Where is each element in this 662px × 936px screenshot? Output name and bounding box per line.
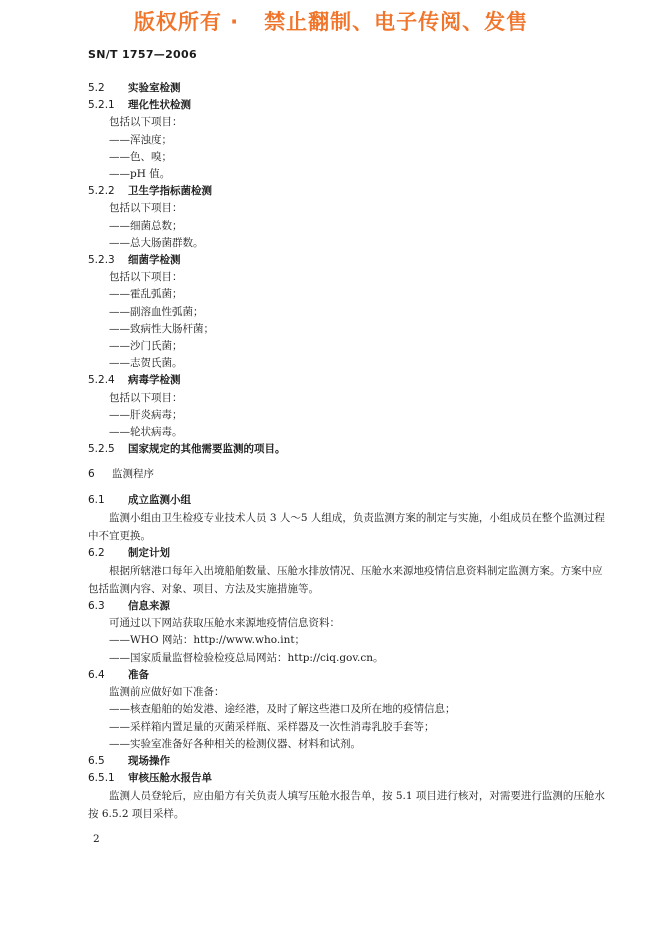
section-5-2-2-heading: 5.2.2 卫生学指标菌检测 xyxy=(88,185,212,198)
document-body xyxy=(88,80,608,823)
list-item: ——采样箱内置足量的灭菌采样瓶、采样器及一次性消毒乳胶手套等； xyxy=(109,720,435,733)
section-intro: 包括以下项目： xyxy=(109,271,183,284)
section-5-2-4-heading: 5.2.4 病毒学检测 xyxy=(88,374,181,387)
list-item: ——细菌总数； xyxy=(109,219,183,232)
section-paragraph: 根据所辖港口每年入出境船舶数量、压舱水排放情况、压舱水来源地疫情信息资料制定监测方案。方案中应包括监测内容、对象、项目、方法及实施措施等。 xyxy=(88,565,603,596)
list-item: ——肝炎病毒； xyxy=(109,408,183,421)
list-item: ——总大肠菌群数。 xyxy=(109,236,204,249)
list-item: ——国家质量监督检验检疫总局网站：http://ciq.gov.cn。 xyxy=(109,651,384,664)
list-item: ——色、嗅； xyxy=(109,150,172,163)
section-intro: 监测前应做好如下准备： xyxy=(109,686,225,699)
list-item: ——实验室准备好各种相关的检测仪器、材料和试剂。 xyxy=(109,737,361,750)
list-item: ——副溶血性弧菌； xyxy=(109,305,204,318)
section-intro: 可通过以下网站获取压舱水来源地疫情信息资料： xyxy=(109,617,340,630)
section-6-1-heading: 6.1 成立监测小组 xyxy=(88,493,191,506)
section-6-4-heading: 6.4 准备 xyxy=(88,668,149,681)
section-6-heading: 6 监测程序 xyxy=(88,468,154,481)
section-6-2-heading: 6.2 制定计划 xyxy=(88,546,170,559)
list-item: ——轮状病毒。 xyxy=(109,426,183,439)
list-item: ——沙门氏菌； xyxy=(109,340,183,353)
list-item: ——志贺氏菌。 xyxy=(109,357,183,370)
section-paragraph: 监测人员登轮后，应由船方有关负责人填写压舱水报告单，按 5.1 项目进行核对，对需要进行监测的压舱水按 6.5.2 项目采样。 xyxy=(88,790,605,821)
section-5-2-heading: 5.2 实验室检测 xyxy=(88,82,181,94)
copyright-watermark: 版权所有 · 禁止翻制、电子传阅、发售 xyxy=(133,10,529,34)
section-5-2-1-heading: 5.2.1 理化性状检测 xyxy=(88,99,191,112)
section-intro: 包括以下项目： xyxy=(109,391,183,404)
section-intro: 包括以下项目： xyxy=(109,202,183,215)
section-6-3-heading: 6.3 信息来源 xyxy=(88,600,170,613)
list-item: ——pH 值。 xyxy=(109,168,171,181)
page-number: 2 xyxy=(93,833,100,845)
standard-code: SN/T 1757—2006 xyxy=(88,48,197,61)
section-6-5-1-heading: 6.5.1 审核压舱水报告单 xyxy=(88,772,212,785)
list-item: ——浑浊度； xyxy=(109,133,172,146)
list-item: ——致病性大肠杆菌； xyxy=(109,322,214,335)
section-5-2-5-heading: 5.2.5 国家规定的其他需要监测的项目。 xyxy=(88,443,286,456)
section-paragraph: 监测小组由卫生检疫专业技术人员 3 人～5 人组成，负责监测方案的制定与实施，小组成员在整个监测过程中不宜更换。 xyxy=(88,511,605,542)
list-item: ——WHO 网站：http://www.who.int； xyxy=(109,634,306,647)
list-item: ——核查船舶的始发港、途经港，及时了解这些港口及所在地的疫情信息； xyxy=(109,703,456,716)
section-5-2-3-heading: 5.2.3 细菌学检测 xyxy=(88,254,181,267)
section-6-5-heading: 6.5 现场操作 xyxy=(88,754,170,767)
section-intro: 包括以下项目： xyxy=(109,116,183,129)
list-item: ——霍乱弧菌； xyxy=(109,288,183,301)
